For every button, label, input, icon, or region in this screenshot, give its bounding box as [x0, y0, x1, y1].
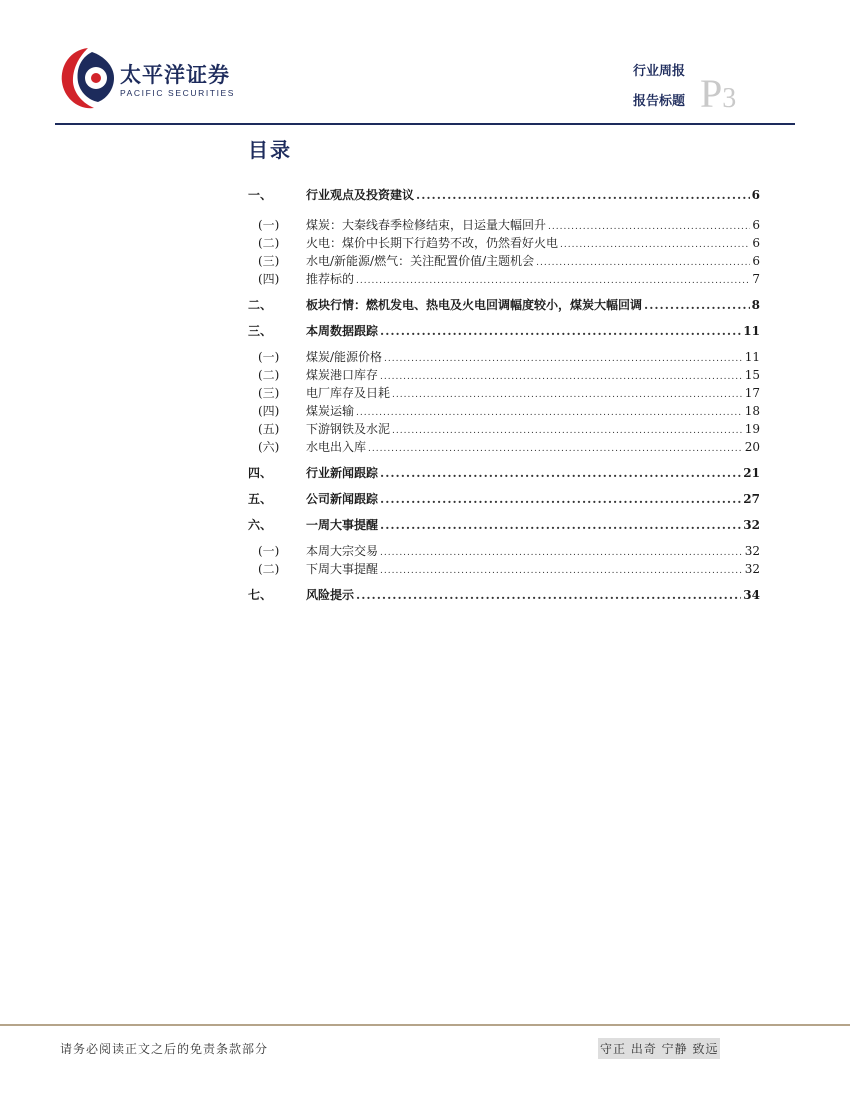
- toc-entry-number: 二、: [248, 298, 273, 312]
- toc-entry[interactable]: [248, 252, 760, 270]
- toc-entry-number: (五): [258, 422, 280, 436]
- toc-entry-text: 煤炭港口库存: [306, 368, 379, 382]
- toc-entry[interactable]: [248, 438, 760, 456]
- toc-entry[interactable]: [248, 402, 760, 420]
- toc-entry[interactable]: [248, 542, 760, 560]
- toc-entry-number: (四): [258, 272, 280, 286]
- toc-entry-text: 下游钢铁及水泥: [306, 422, 391, 436]
- toc-entry[interactable]: [248, 216, 760, 234]
- toc-entry[interactable]: [248, 384, 760, 402]
- toc-entry-leader: [644, 296, 750, 314]
- toc-entry-text: 行业观点及投资建议: [306, 188, 415, 202]
- toc-entry-page: 6: [752, 236, 760, 250]
- report-type: 行业周报: [632, 64, 685, 79]
- toc-entry[interactable]: [248, 296, 760, 314]
- toc-entry-text: 火电：煤价中长期下行趋势不改，仍然看好火电: [306, 236, 559, 250]
- toc-entry-number: (一): [258, 544, 280, 558]
- toc-entry-number: 四、: [248, 466, 273, 480]
- toc-entry[interactable]: [248, 586, 760, 604]
- toc-entry-page: 21: [743, 466, 760, 480]
- toc-entry-page: 32: [743, 518, 760, 532]
- toc-entry-number: (六): [258, 440, 280, 454]
- toc-entry-text: 水电出入库: [306, 440, 367, 454]
- toc-entry-page: 6: [752, 218, 760, 232]
- pacific-securities-logo-icon: [58, 44, 118, 112]
- toc-entry-page: 15: [744, 368, 760, 382]
- toc-entry-page: 11: [744, 350, 760, 364]
- toc-entry-text: 公司新闻跟踪: [306, 492, 379, 506]
- toc-entry-number: (四): [258, 404, 280, 418]
- toc-entry-text: 水电/新能源/燃气：关注配置价值/主题机会: [306, 254, 535, 268]
- toc-entry-number: 一、: [248, 188, 273, 202]
- toc-entry[interactable]: [248, 560, 760, 578]
- toc-entry-leader: [380, 516, 741, 534]
- toc-entry-leader: [380, 464, 741, 482]
- footer-motto: 守正 出奇 宁静 致远: [598, 1038, 720, 1059]
- toc-entry-text: 板块行情：燃机发电、热电及火电回调幅度较小，煤炭大幅回调: [306, 298, 643, 312]
- brand-name-cn: 太平洋证券: [120, 63, 230, 87]
- brand-name-en: PACIFIC SECURITIES: [120, 88, 236, 98]
- toc-entry-page: 20: [744, 440, 760, 454]
- toc-entry-text: 煤炭/能源价格: [306, 350, 383, 364]
- toc-entry-number: 七、: [248, 588, 273, 602]
- footer-divider: [0, 1024, 850, 1026]
- toc-entry-number: 六、: [248, 518, 273, 532]
- footer-disclaimer: 请务必阅读正文之后的免责条款部分: [60, 1042, 269, 1056]
- toc-entry-text: 本周数据跟踪: [306, 324, 379, 338]
- page-digit: 3: [722, 83, 737, 114]
- toc-entry-page: 32: [744, 562, 760, 576]
- toc-entry-leader: [368, 440, 743, 458]
- toc-entry[interactable]: [248, 464, 760, 482]
- toc-entry-number: 三、: [248, 324, 273, 338]
- toc-entry[interactable]: [248, 420, 760, 438]
- toc-entry[interactable]: [248, 516, 760, 534]
- toc-title: 目录: [248, 138, 292, 162]
- toc-entry-number: 五、: [248, 492, 273, 506]
- toc-entry-text: 本周大宗交易: [306, 544, 379, 558]
- page-number: [700, 70, 736, 117]
- toc-entry-text: 电厂库存及日耗: [306, 386, 391, 400]
- toc-entry[interactable]: [248, 186, 760, 204]
- toc-entry-page: 18: [744, 404, 760, 418]
- toc-entry[interactable]: [248, 348, 760, 366]
- toc-entry-page: 8: [751, 298, 760, 312]
- toc-entry-leader: [380, 322, 741, 340]
- toc-entry-leader: [356, 586, 741, 604]
- toc-entry-number: (一): [258, 350, 280, 364]
- toc-entry-number: (三): [258, 386, 280, 400]
- toc-entry-text: 推荐标的: [306, 272, 355, 286]
- toc-entry-page: 11: [743, 324, 760, 338]
- toc-entry-text: 行业新闻跟踪: [306, 466, 379, 480]
- toc-entry-page: 32: [744, 544, 760, 558]
- toc-entry-number: (二): [258, 562, 280, 576]
- toc-entry-page: 19: [744, 422, 760, 436]
- toc-entry-number: (一): [258, 218, 280, 232]
- toc-entry[interactable]: [248, 234, 760, 252]
- toc-entry-page: 17: [744, 386, 760, 400]
- toc-entry[interactable]: [248, 270, 760, 288]
- toc-entry-text: 下周大事提醒: [306, 562, 379, 576]
- header-divider: [55, 123, 795, 125]
- page-letter: P: [700, 71, 723, 116]
- toc-entry-text: 风险提示: [306, 588, 355, 602]
- toc-entry-number: (二): [258, 236, 280, 250]
- toc-entry-page: 6: [752, 254, 760, 268]
- toc-entry-leader: [380, 562, 743, 580]
- toc-entry[interactable]: [248, 322, 760, 340]
- toc-entry[interactable]: [248, 490, 760, 508]
- toc-entry-page: 34: [743, 588, 760, 602]
- brand: [120, 64, 235, 98]
- toc-entry-leader: [356, 272, 750, 290]
- toc-entry-number: (三): [258, 254, 280, 268]
- toc-entry-leader: [416, 186, 750, 204]
- toc-entry-page: 6: [751, 188, 760, 202]
- toc-entry-number: (二): [258, 368, 280, 382]
- toc-entry-leader: [380, 490, 741, 508]
- toc-entry-page: 7: [752, 272, 760, 286]
- report-title: 报告标题: [632, 94, 685, 109]
- toc-entry-page: 27: [743, 492, 760, 506]
- toc-entry[interactable]: [248, 366, 760, 384]
- toc-entry-text: 煤炭运输: [306, 404, 355, 418]
- toc-entry-text: 煤炭：大秦线春季检修结束，日运量大幅回升: [306, 218, 547, 232]
- toc-entry-text: 一周大事提醒: [306, 518, 379, 532]
